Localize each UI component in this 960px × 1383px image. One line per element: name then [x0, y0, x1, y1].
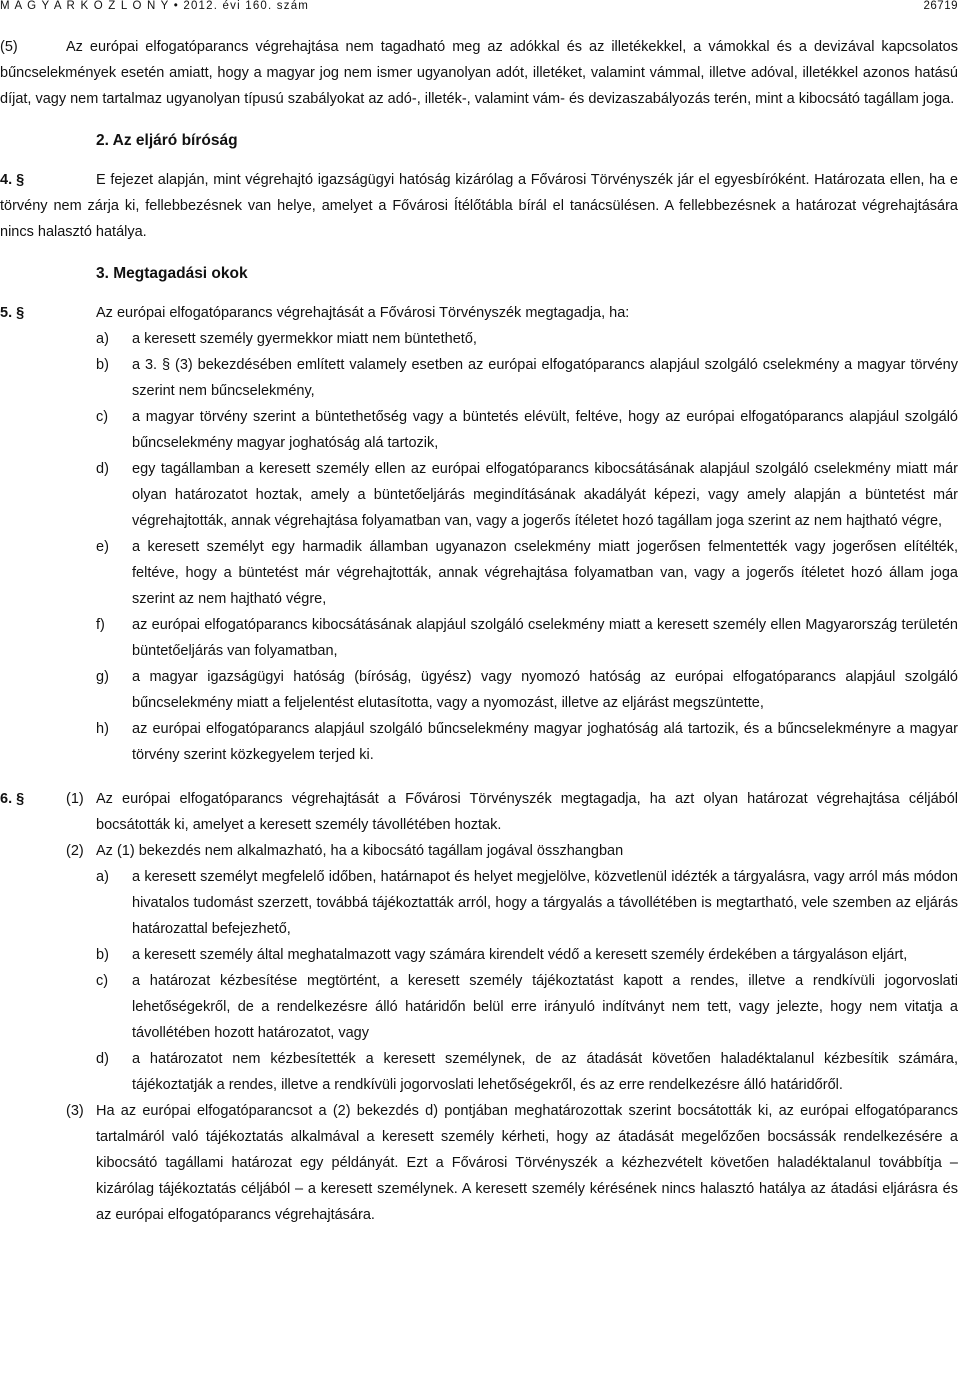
document-body — [0, 34, 958, 1228]
list-item — [96, 664, 958, 716]
section-heading-2: 2. Az eljáró bíróság — [96, 132, 238, 149]
list-item-text: a határozat kézbesítése megtörtént, a keresett személy tájékoztatást kapott a rendes, illetve a rendkívüli jogorvoslati lehetőségekről, de a rendelkezésre álló határidőn belül erre irányuló indítványt nem tett, vagy jelezte, hogy nem vitatja a távollétében hozott határozatot, vagy — [132, 973, 958, 1041]
paragraph-label: (1) — [66, 791, 84, 807]
list-item — [96, 534, 958, 612]
page-header — [0, 0, 960, 14]
list-item — [96, 864, 958, 942]
paragraph-text: Az európai elfogatóparancs végrehajtását a Fővárosi Törvényszék megtagadja, ha azt olyan határozat végrehajtása céljából bocsátották ki, amelyet a keresett személy távollétében hoztak. — [96, 791, 958, 833]
section-5-list — [96, 326, 958, 768]
list-item-text: a keresett személy gyermekkor miatt nem büntethető, — [132, 331, 477, 347]
paragraph-label: (3) — [66, 1103, 84, 1119]
list-item — [96, 612, 958, 664]
section-5 — [0, 300, 958, 326]
paragraph-text: Ha az európai elfogatóparancsot a (2) bekezdés d) pontjában meghatározottak szerint bocsátották ki, az európai elfogatóparancs tartalmáról való tájékoztatás alkalmával a keresett személy kérheti, hogy az átadását megelőzően bocsássák rendelkezésére a kibocsátó tagállami határozat egy példányát. Ezt a Fővárosi Törvényszék a kézhezvételt követően haladéktalanul továbbítja – kizárólag tájékoztatás céljából – a keresett személynek. A keresett személy kérésének nincs halasztó hatálya az átadási eljárásra és az európai elfogatóparancs végrehajtására. — [96, 1103, 958, 1223]
list-item — [96, 456, 958, 534]
list-item-label: h) — [96, 721, 109, 737]
list-item-text: a magyar törvény szerint a büntethetőség vagy a büntetés elévült, feltéve, hogy az európai elfogatóparancs alapjául szolgáló bűncselekmény magyar joghatóság alá tartozik, — [132, 409, 958, 451]
paragraph-label: (2) — [66, 843, 84, 859]
list-item — [96, 716, 958, 768]
section-text: E fejezet alapján, mint végrehajtó igazságügyi hatóság kizárólag a Fővárosi Törvényszék jár el egyesbíróként. Határozata ellen, ha e törvény nem zárja ki, fellebbezésnek van helye, amelyet a Fővárosi Ítélőtábla bírál el tanácsülésen. A fellebbezésnek a határozat végrehajtására nincs halasztó hatálya. — [0, 172, 958, 240]
list-item-label: b) — [96, 357, 109, 373]
list-item — [96, 352, 958, 404]
section-6-paragraph-3 — [66, 1098, 958, 1228]
list-item-text: az európai elfogatóparancs alapjául szolgáló bűncselekmény magyar joghatóság alá tartozik, és a bűncselekményre a magyar törvény szerint közkegyelem terjed ki. — [132, 721, 958, 763]
section-number: 5. § — [0, 305, 25, 321]
list-item-label: c) — [96, 973, 109, 989]
paragraph-5 — [0, 34, 958, 112]
list-item — [96, 1046, 958, 1098]
list-item-label: d) — [96, 461, 109, 477]
page-number: 26719 — [923, 0, 958, 12]
section-4 — [0, 167, 958, 245]
list-item-label: e) — [96, 539, 109, 555]
list-item-text: a keresett személyt megfelelő időben, határnapot és helyet megjelölve, közvetlenül idézték a tárgyalásra, vagy arról más módon hivatalos tudomást szerzett, továbbá tájékoztatták arról, hogy a tárgyalás a távollétében is megtartható, vele szemben az eljárás határozattal befejezhető, — [132, 869, 958, 937]
running-head: M A G Y A R K Ö Z L Ö N Y • 2012. évi 160. szám — [0, 0, 310, 12]
list-item-text: egy tagállamban a keresett személy ellen az európai elfogatóparancs kibocsátásának alapjául szolgáló cselekmény miatt már olyan határozatot hoztak, amely a büntetőeljárás megindításának akadályát képezi, vagy amely alapján a büntetést már végrehajtották, annak végrehajtása folyamatban van, vagy a jogerős ítéletet hozó tagállam joga szerint az nem hajtható végre, — [132, 461, 958, 529]
list-item-text: az európai elfogatóparancs kibocsátásának alapjául szolgáló cselekmény miatt a keresett személy ellen Magyarország területén büntetőeljárás van folyamatban, — [132, 617, 958, 659]
list-item-label: c) — [96, 409, 109, 425]
paragraph-label: (5) — [0, 39, 18, 55]
list-item-text: a magyar igazságügyi hatóság (bíróság, ügyész) vagy nyomozó hatóság az európai elfogatóparancs alapjául szolgáló bűncselekmény miatt a feljelentést elutasította, vagy a nyomozást, illetve az eljárást megszüntette, — [132, 669, 958, 711]
list-item-label: d) — [96, 1051, 109, 1067]
section-6 — [0, 786, 958, 838]
list-item-label: g) — [96, 669, 109, 685]
list-item-text: a keresett személy által meghatalmazott vagy számára kirendelt védő a keresett személy érdekében a tárgyaláson eljárt, — [132, 947, 908, 963]
section-text: Az európai elfogatóparancs végrehajtását a Fővárosi Törvényszék megtagadja, ha: — [96, 305, 630, 321]
list-item-label: b) — [96, 947, 109, 963]
list-item-label: f) — [96, 617, 105, 633]
section-number: 4. § — [0, 172, 25, 188]
list-item — [96, 968, 958, 1046]
list-item-text: a 3. § (3) bekezdésében említett valamely esetben az európai elfogatóparancs alapjául szolgáló cselekmény a magyar törvény szerint nem bűncselekmény, — [132, 357, 958, 399]
list-item — [96, 326, 958, 352]
section-6-paragraph-2 — [66, 838, 958, 864]
section-number: 6. § — [0, 791, 25, 807]
section-heading-3: 3. Megtagadási okok — [96, 265, 248, 282]
list-item-label: a) — [96, 869, 109, 885]
list-item-text: a határozatot nem kézbesítették a keresett személynek, de az átadását követően haladéktalanul kézbesítik számára, tájékoztatják a rendes, illetve a rendkívüli jogorvoslati lehetőségekről, és az erre rendelkezésre álló határidőről. — [132, 1051, 958, 1093]
list-item — [96, 404, 958, 456]
list-item-label: a) — [96, 331, 109, 347]
paragraph-text: Az (1) bekezdés nem alkalmazható, ha a kibocsátó tagállam jogával összhangban — [96, 843, 624, 859]
list-item — [96, 942, 958, 968]
paragraph-text: Az európai elfogatóparancs végrehajtása nem tagadható meg az adókkal és az illetékekkel, a vámokkal és a devizával kapcsolatos bűncselekmények esetén amiatt, hogy a magyar jog nem ismer ugyanolyan adót, illetéket, valamint vámmal, illetve adóval, illetékkel azonos hatású díjat, vagy nem tartalmaz ugyanolyan típusú szabályokat az adó-, illeték-, valamint vám- és devizaszabályozás terén, mint a kibocsátó tagállam joga. — [0, 39, 958, 107]
list-item-text: a keresett személyt egy harmadik államban ugyanazon cselekmény miatt jogerősen felmentették vagy jogerősen elítélték, feltéve, hogy a büntetést már végrehajtották, annak végrehajtása folyamatban van, vagy a jogerős ítéletet hozó állam joga szerint az nem hajtható végre, — [132, 539, 958, 607]
section-6-list — [96, 864, 958, 1098]
